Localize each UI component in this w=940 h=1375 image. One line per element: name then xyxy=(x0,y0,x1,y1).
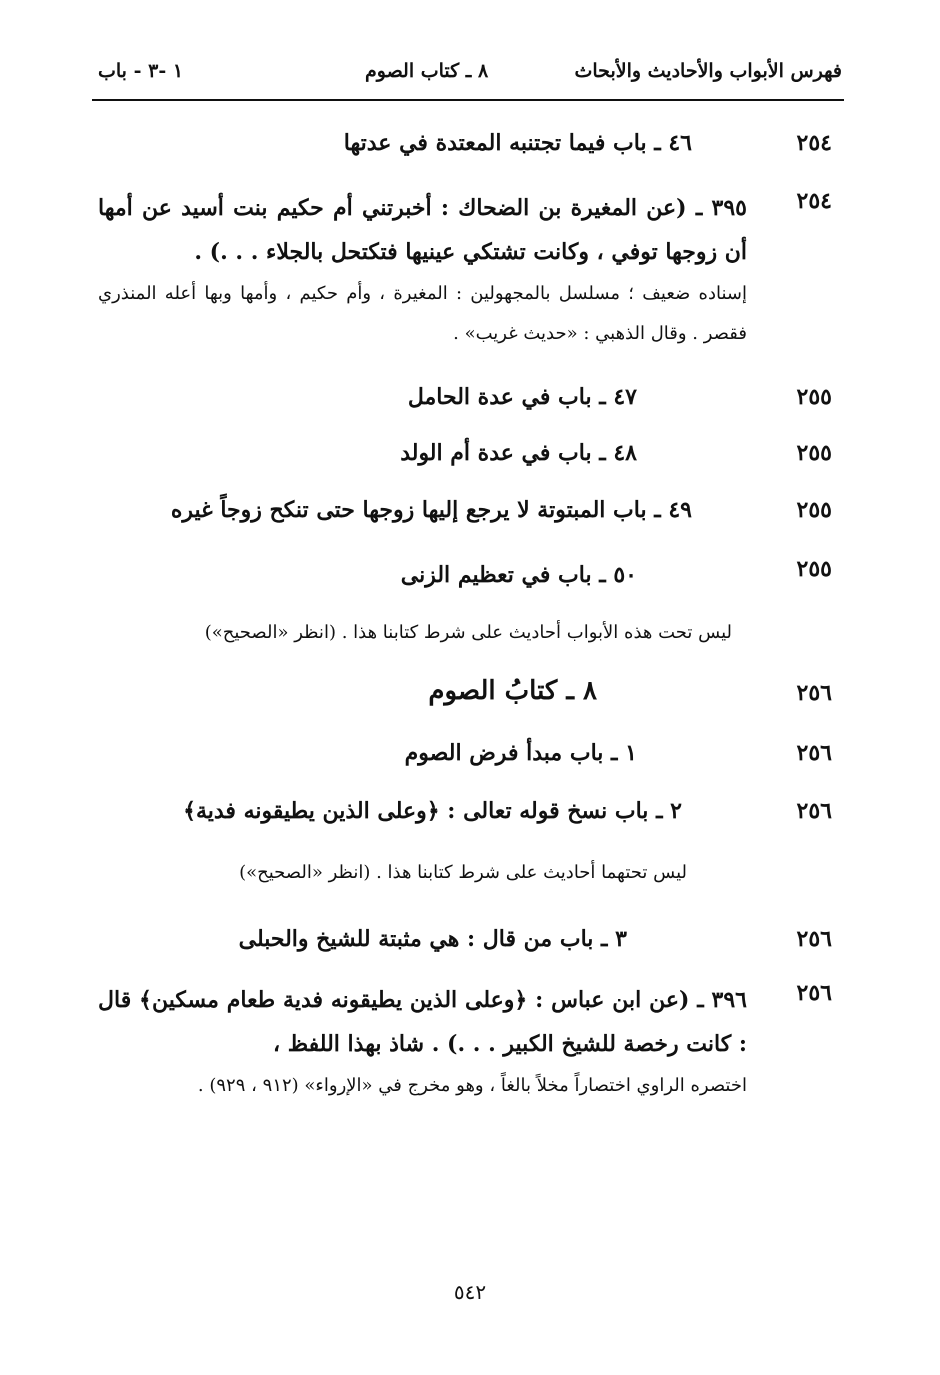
page-ref: ٢٥٦ xyxy=(796,680,832,706)
book-heading-entry xyxy=(90,676,842,712)
note-text: ليس تحتهما أحاديث على شرط كتابنا هذا . (انظر «الصحيح») xyxy=(239,862,687,883)
chapter-title: ١ ـ باب مبدأ فرض الصوم xyxy=(404,740,637,766)
editor-note xyxy=(90,618,842,650)
running-header-chapter: ٨ ـ كتاب الصوم xyxy=(365,60,489,82)
chapter-title: ٤٨ ـ باب في عدة أم الولد xyxy=(400,440,637,466)
running-header-title: فهرس الأبواب والأحاديث والأبحاث xyxy=(574,60,842,82)
index-entry xyxy=(90,128,842,160)
chapter-title: ٤٦ ـ باب فيما تجتنبه المعتدة في عدتها xyxy=(343,130,692,156)
page-number: ٥٤٢ xyxy=(453,1280,487,1304)
hadith-grading: اختصره الراوي اختصاراً مخلاً بالغاً ، وهو مخرج في «الإرواء» (٩١٢ ، ٩٢٩) . xyxy=(197,1075,747,1096)
chapter-title: ٣ ـ باب من قال : هي مثبتة للشيخ والحبلى xyxy=(238,926,627,952)
page-ref: ٢٥٥ xyxy=(796,556,832,582)
hadith-entry xyxy=(90,978,842,1168)
page-ref: ٢٥٦ xyxy=(796,740,832,766)
index-entry xyxy=(90,438,842,470)
hadith-entry xyxy=(90,186,842,366)
page-ref: ٢٥٥ xyxy=(796,384,832,410)
hadith-text: ٣٩٦ ـ (عن ابن عباس : ﴿وعلى الذين يطيقونه فدية طعام مسكين﴾ قال : كانت رخصة للشيخ الكبير . . .) . شاذ بهذا اللفظ ، xyxy=(98,987,747,1057)
page-ref: ٢٥٦ xyxy=(796,798,832,824)
page-ref: ٢٥٥ xyxy=(796,497,832,523)
header-rule xyxy=(92,99,844,101)
hadith-text: ٣٩٥ ـ (عن المغيرة بن الضحاك : أخبرتني أم حكيم بنت أسيد عن أمها أن زوجها توفي ، وكانت تشتكي عينيها فتكتحل بالجلاء . . .) . xyxy=(98,195,747,265)
note-text: ليس تحت هذه الأبواب أحاديث على شرط كتابنا هذا . (انظر «الصحيح») xyxy=(204,622,732,643)
index-entry xyxy=(90,495,842,527)
index-entry xyxy=(90,556,842,592)
chapter-title: ٤٧ ـ باب في عدة الحامل xyxy=(407,384,637,410)
page-ref: ٢٥٤ xyxy=(796,130,832,156)
index-entry xyxy=(90,738,842,770)
index-entry xyxy=(90,924,842,956)
page-ref: ٢٥٥ xyxy=(796,440,832,466)
index-entry xyxy=(90,382,842,414)
page-ref: ٢٥٦ xyxy=(796,980,832,1006)
editor-note xyxy=(90,858,842,890)
page-ref: ٢٥٦ xyxy=(796,926,832,952)
chapter-title: ٢ ـ باب نسخ قوله تعالى : ﴿وعلى الذين يطيقونه فدية﴾ xyxy=(183,798,682,824)
chapter-title: ٤٩ ـ باب المبتوتة لا يرجع إليها زوجها حتى تنكح زوجاً غيره xyxy=(170,497,692,523)
page-ref: ٢٥٤ xyxy=(796,188,832,214)
running-header-section: ١ -٣ - باب xyxy=(98,60,184,82)
hadith-grading: إسناده ضعيف ؛ مسلسل بالمجهولين : المغيرة ، وأم حكيم ، وأمها وبها أعله المنذري فقصر . وقال الذهبي : «حديث غريب» . xyxy=(98,283,747,344)
chapter-title: ٥٠ ـ باب في تعظيم الزنى xyxy=(400,562,637,588)
book-title: ٨ ـ كتابُ الصوم xyxy=(428,676,597,706)
index-entry xyxy=(90,796,842,828)
